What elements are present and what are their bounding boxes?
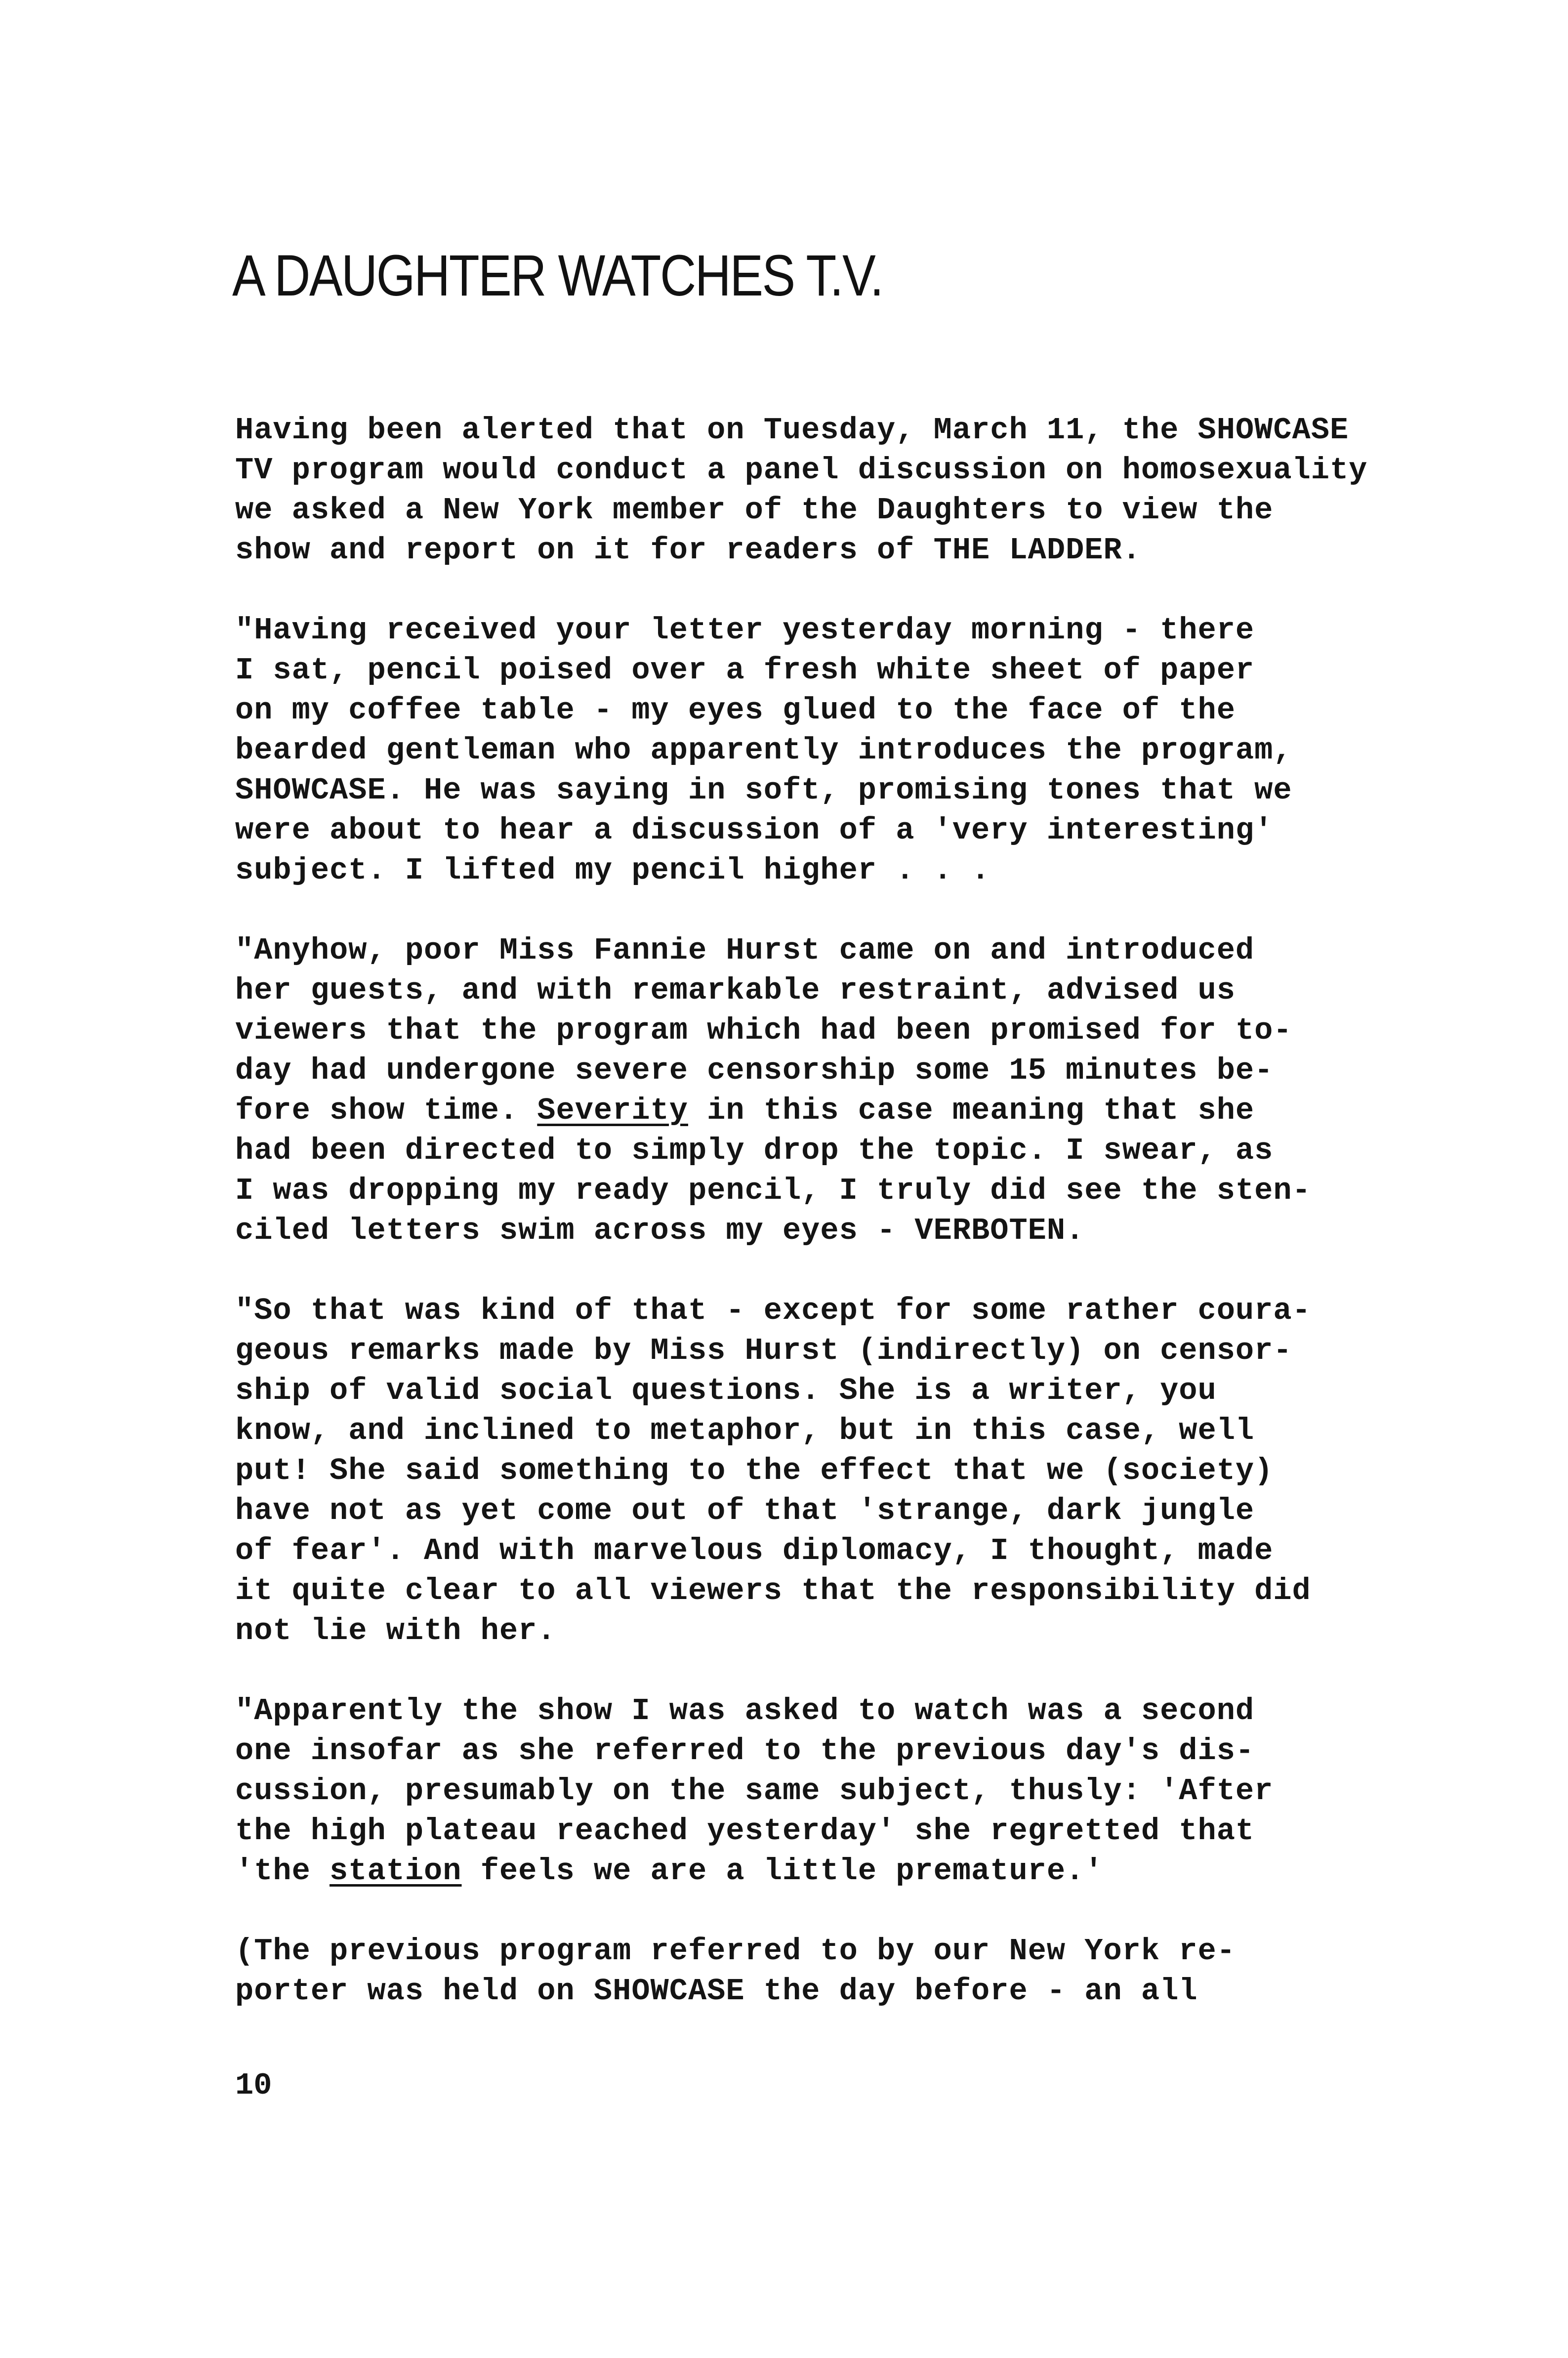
text-line: not lie with her. [235,1613,556,1648]
article-title: A DAUGHTER WATCHES T.V. [232,243,883,308]
text-line: viewers that the program which had been promised for to- [235,1013,1292,1048]
text-line: on my coffee table - my eyes glued to the face of the [235,693,1236,728]
text-line: TV program would conduct a panel discussion on homosexuality [235,453,1368,488]
page-number: 10 [235,2068,272,2103]
paragraph-intro [235,410,1500,570]
article-body [235,410,1500,2051]
text-segment: 'the [235,1853,330,1889]
paragraph-censorship [235,930,1500,1251]
text-segment: in this case meaning that she [688,1093,1255,1128]
underlined-word-severity: Severity [537,1093,688,1128]
paragraph-editor-note [235,1931,1500,2011]
text-line: Having been alerted that on Tuesday, March 11, the SHOWCASE [235,413,1349,448]
text-segment: fore show time. [235,1093,537,1128]
text-line: her guests, and with remarkable restraint, advised us [235,973,1236,1008]
underlined-word-station: station [330,1853,462,1889]
text-line: "So that was kind of that - except for some rather coura- [235,1293,1311,1328]
text-line: (The previous program referred to by our New York re- [235,1934,1236,1969]
text-line: show and report on it for readers of THE LADDER. [235,533,1141,568]
text-line: it quite clear to all viewers that the responsibility did [235,1573,1311,1608]
text-line-with-underline [235,1091,1500,1131]
text-line: ciled letters swim across my eyes - VERBOTEN. [235,1213,1085,1248]
text-line: had been directed to simply drop the topic. I swear, as [235,1133,1274,1168]
text-line: cussion, presumably on the same subject, thusly: 'After [235,1773,1274,1809]
text-line: subject. I lifted my pencil higher . . . [235,853,990,888]
paragraph-letter-opening [235,610,1500,890]
text-line: porter was held on SHOWCASE the day before - an all [235,1974,1198,2009]
text-line: SHOWCASE. He was saying in soft, promising tones that we [235,773,1292,808]
text-line: put! She said something to the effect that we (society) [235,1453,1274,1488]
text-line: were about to hear a discussion of a 'very interesting' [235,813,1274,848]
text-line: one insofar as she referred to the previous day's dis- [235,1733,1255,1768]
text-line: I sat, pencil poised over a fresh white sheet of paper [235,653,1255,688]
text-line: have not as yet come out of that 'strange, dark jungle [235,1493,1255,1528]
text-line: the high plateau reached yesterday' she regretted that [235,1813,1255,1849]
text-line: we asked a New York member of the Daughters to view the [235,493,1274,528]
text-line: day had undergone severe censorship some 15 minutes be- [235,1053,1274,1088]
text-line: ship of valid social questions. She is a writer, you [235,1373,1217,1408]
text-line-with-underline [235,1851,1500,1891]
text-line: I was dropping my ready pencil, I truly did see the sten- [235,1173,1311,1208]
paragraph-remarks [235,1291,1500,1651]
text-line: know, and inclined to metaphor, but in this case, well [235,1413,1255,1448]
paragraph-previous-show [235,1691,1500,1891]
text-line: of fear'. And with marvelous diplomacy, I thought, made [235,1533,1274,1568]
text-line: "Apparently the show I was asked to watch was a second [235,1693,1255,1728]
text-segment: feels we are a little premature.' [461,1853,1104,1889]
text-line: "Anyhow, poor Miss Fannie Hurst came on and introduced [235,933,1255,968]
text-line: geous remarks made by Miss Hurst (indirectly) on censor- [235,1333,1292,1368]
text-line: "Having received your letter yesterday morning - there [235,613,1255,648]
text-line: bearded gentleman who apparently introduces the program, [235,733,1292,768]
